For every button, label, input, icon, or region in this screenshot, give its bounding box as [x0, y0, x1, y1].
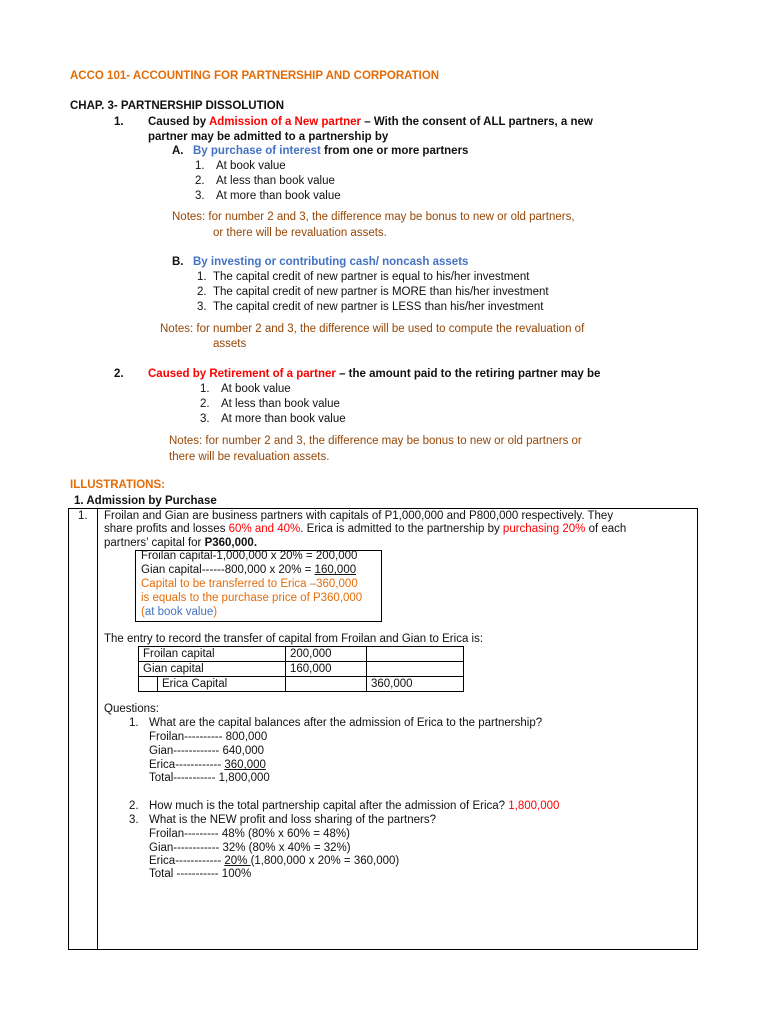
computation-line2	[141, 564, 356, 576]
illustration-number: 1.	[78, 510, 88, 522]
sub-a-highlight: By purchase of interest	[193, 145, 321, 157]
list-item: 1.	[195, 160, 205, 172]
indent-cell	[139, 677, 158, 692]
list-item-text: At more than book value	[216, 190, 341, 202]
computation-line1: Froilan capital-1,000,000 x 20% = 200,000	[141, 550, 358, 562]
section1-line2: partner may be admitted to a partnership by	[148, 131, 389, 143]
list-item-text: The capital credit of new partner is LESS than his/her investment	[213, 301, 544, 313]
problem-text: partners’ capital for	[104, 537, 205, 549]
notes-2-line1: Notes: for number 2 and 3, the difference may be bonus to new or old partners or	[169, 435, 582, 447]
answer-line: Froilan--------- 48% (80% x 60% = 48%)	[149, 828, 350, 840]
question-number: 2.	[129, 800, 139, 812]
computation-line5	[141, 606, 217, 618]
list-item-text: At book value	[216, 160, 286, 172]
answer-label: Erica------------	[149, 759, 225, 771]
list-item-text: At more than book value	[221, 413, 346, 425]
book-value-note: at book value	[144, 606, 214, 618]
list-item: 3.	[197, 301, 207, 313]
paren: )	[213, 606, 218, 618]
answer-total: 1,800,000	[508, 800, 560, 812]
questions-label: Questions:	[104, 703, 159, 715]
computation-line3: Capital to be transferred to Erica –360,000	[141, 578, 358, 590]
section1-heading	[148, 116, 593, 128]
answer-line: Gian------------ 640,000	[149, 745, 265, 757]
section2-post: – the amount paid to the retiring partner may be	[335, 368, 601, 380]
answer-line	[149, 855, 399, 867]
sub-a-heading	[193, 145, 468, 157]
notes-b-line1: Notes: for number 2 and 3, the difference will be used to compute the revaluation of	[160, 323, 585, 335]
answer-line	[149, 759, 266, 771]
debit-cell	[286, 677, 367, 692]
question-number: 3.	[129, 814, 139, 826]
sub-a-post: from one or more partners	[320, 145, 469, 157]
computation-amount: 160,000	[314, 564, 357, 576]
problem-line1: Froilan and Gian are business partners with capitals of P1,000,000 and P800,000 respectively. They	[104, 510, 614, 522]
table-row	[139, 662, 464, 677]
section2-heading	[148, 368, 600, 380]
account-cell: Erica Capital	[158, 677, 286, 692]
answer-amount: 360,000	[224, 759, 266, 771]
illustrations-label: ILLUSTRATIONS:	[70, 479, 165, 491]
sub-b-heading: By investing or contributing cash/ noncash assets	[193, 256, 469, 268]
list-item-text: At book value	[221, 383, 291, 395]
journal-entry-table	[138, 646, 464, 692]
computation-text: Gian capital------800,000 x 20% =	[141, 564, 315, 576]
answer-line: Gian------------ 32% (80% x 40% = 32%)	[149, 842, 351, 854]
account-cell: Froilan capital	[139, 647, 286, 662]
problem-text: share profits and losses	[104, 523, 229, 535]
list-item: 1.	[200, 383, 210, 395]
credit-cell	[367, 647, 464, 662]
purchase-percent: purchasing 20%	[502, 523, 586, 535]
list-item: 1.	[197, 271, 207, 283]
notes-b-line2: assets	[213, 338, 247, 350]
question-body: How much is the total partnership capital after the admission of Erica?	[149, 800, 509, 812]
list-item: 3.	[200, 413, 210, 425]
question-number: 1.	[129, 717, 139, 729]
list-item-text: At less than book value	[221, 398, 340, 410]
table-row	[139, 677, 464, 692]
computation-line4: is equals to the purchase price of P360,000	[141, 592, 363, 604]
illustration-subtitle: 1. Admission by Purchase	[74, 495, 217, 507]
debit-cell: 160,000	[286, 662, 367, 677]
answer-label: Erica------------	[149, 855, 225, 867]
section1-number: 1.	[114, 116, 124, 128]
section2-highlight: Caused by Retirement of a partner	[148, 368, 336, 380]
profit-ratio: 60% and 40%	[228, 523, 301, 535]
document-title: ACCO 101- ACCOUNTING FOR PARTNERSHIP AND CORPORATION	[70, 70, 440, 82]
answer-line: Froilan---------- 800,000	[149, 731, 268, 743]
problem-line2	[104, 523, 626, 535]
credit-cell	[367, 662, 464, 677]
paren: (	[141, 606, 145, 618]
answer-detail: (1,800,000 x 20% = 360,000)	[250, 855, 400, 867]
account-cell: Gian capital	[139, 662, 286, 677]
answer-amount: 20%	[224, 855, 251, 867]
sub-a-letter: A.	[172, 145, 184, 157]
answer-line: Total ----------- 100%	[149, 868, 252, 880]
section1-pre: Caused by	[148, 116, 209, 128]
question-text: What is the NEW profit and loss sharing of the partners?	[149, 814, 436, 826]
entry-intro: The entry to record the transfer of capital from Froilan and Gian to Erica is:	[104, 633, 484, 645]
list-item: 3.	[195, 190, 205, 202]
debit-cell: 200,000	[286, 647, 367, 662]
notes-a-line2: or there will be revaluation assets.	[213, 227, 387, 239]
table-row	[139, 647, 464, 662]
list-item-text: The capital credit of new partner is equal to his/her investment	[213, 271, 530, 283]
notes-a-line1: Notes: for number 2 and 3, the difference may be bonus to new or old partners,	[172, 211, 575, 223]
list-item: 2.	[197, 286, 207, 298]
list-item: 2.	[200, 398, 210, 410]
purchase-price: P360,000.	[204, 537, 258, 549]
chapter-title: CHAP. 3- PARTNERSHIP DISSOLUTION	[70, 100, 285, 112]
problem-text: of each	[585, 523, 627, 535]
section2-number: 2.	[114, 368, 124, 380]
question-text	[149, 800, 559, 812]
frame-divider	[97, 508, 98, 949]
question-text: What are the capital balances after the admission of Erica to the partnership?	[149, 717, 543, 729]
problem-line3	[104, 537, 257, 549]
list-item: 2.	[195, 175, 205, 187]
problem-text: . Erica is admitted to the partnership by	[300, 523, 503, 535]
list-item-text: At less than book value	[216, 175, 335, 187]
sub-b-letter: B.	[172, 256, 184, 268]
answer-line: Total----------- 1,800,000	[149, 772, 270, 784]
section1-highlight: Admission of a New partner	[208, 116, 362, 128]
list-item-text: The capital credit of new partner is MORE than his/her investment	[213, 286, 549, 298]
credit-cell: 360,000	[367, 677, 464, 692]
notes-2-line2: there will be revaluation assets.	[169, 451, 330, 463]
section1-post: – With the consent of ALL partners, a new	[361, 116, 593, 128]
